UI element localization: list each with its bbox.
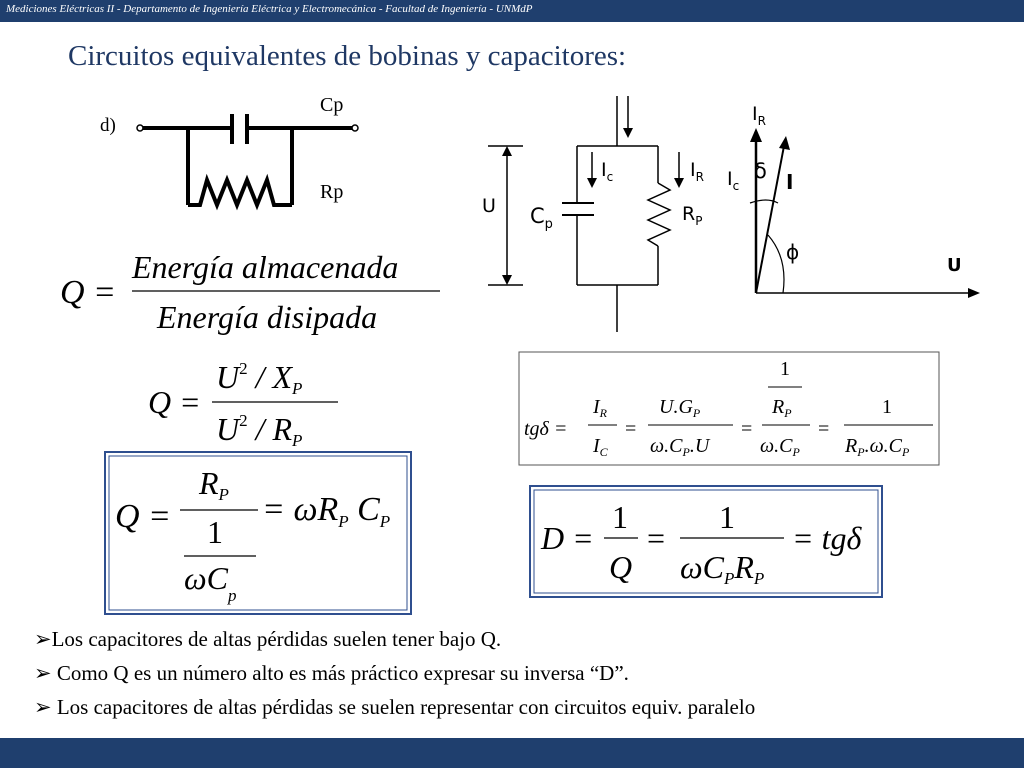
cp-main-label: C bbox=[530, 204, 545, 228]
tg-f2-num-sub: P bbox=[692, 406, 701, 420]
d-f2-den: ωC bbox=[680, 549, 724, 585]
ic-main-label: I bbox=[601, 159, 607, 181]
d-f2-num: 1 bbox=[719, 499, 735, 535]
header-text: Mediciones Eléctricas II - Departamento de Ingeniería Eléctrica y Electromecánica - Facultad de Ingeniería - UNMdP bbox=[6, 3, 533, 15]
ic-phasor-label: I bbox=[727, 168, 733, 190]
tg-f2-num: U.G bbox=[659, 396, 693, 418]
tg-f3-den: ω.C bbox=[760, 435, 793, 457]
d-rhs: = tgδ bbox=[792, 520, 862, 556]
tg-f3-top: 1 bbox=[780, 358, 790, 380]
eq-q-energy-den: Energía disipada bbox=[157, 299, 378, 335]
tg-f1-num-sub: R bbox=[599, 406, 608, 420]
tg-f2-den-sub: P bbox=[682, 445, 690, 459]
delta-label: δ bbox=[754, 159, 767, 183]
ratio-den-rest: / R bbox=[247, 411, 293, 447]
tg-lhs: tgδ = bbox=[524, 418, 568, 440]
tg-eq1: = bbox=[625, 418, 637, 440]
d-f2-den-sub2: P bbox=[753, 569, 765, 588]
boxed-rhs-c: C bbox=[348, 491, 380, 528]
eq-q-energy-num: Energía almacenada bbox=[132, 249, 399, 285]
boxed-den-bot: ωC bbox=[184, 560, 228, 596]
boxed-den-bot-sub: p bbox=[227, 586, 237, 605]
circuit-d-label: d) bbox=[100, 115, 116, 136]
u-phasor-label: U bbox=[947, 255, 962, 276]
tg-f1-den-sub: C bbox=[599, 445, 608, 459]
tg-f3-den-sub: P bbox=[792, 445, 800, 459]
boxed-q-lhs: Q = bbox=[115, 498, 171, 535]
tg-f3-num-sub: P bbox=[784, 406, 792, 420]
tg-f4-den-sub2: P bbox=[902, 445, 910, 459]
rp-main-sub: P bbox=[695, 214, 703, 228]
bullet-3: ➢ Los capacitores de altas pérdidas se suelen representar con circuitos equiv. paralelo bbox=[34, 695, 756, 719]
eq-q-energy-lhs: Q = bbox=[60, 274, 116, 311]
tg-f2-den-tail: .U bbox=[689, 435, 710, 457]
svg-text:ωCPRP bbox=[680, 549, 764, 588]
bullet-2: ➢ Como Q es un número alto es más práctico expresar su inversa “D”. bbox=[34, 661, 629, 685]
eq-q-ratio-lhs: Q = bbox=[148, 384, 201, 420]
boxed-rhs-sub1: P bbox=[338, 512, 349, 531]
tg-f1-num: I bbox=[593, 396, 600, 418]
ir-main-label: I bbox=[690, 159, 696, 181]
d-f1-num: 1 bbox=[612, 499, 628, 535]
ratio-num-u: U bbox=[216, 359, 240, 395]
i-phasor-label: I bbox=[786, 170, 794, 194]
voltage-label: U bbox=[482, 195, 496, 217]
ratio-den-sub: P bbox=[292, 431, 303, 450]
boxed-den-top: 1 bbox=[207, 514, 223, 550]
boxed-rhs-sub2: P bbox=[379, 512, 391, 531]
tg-f2-den: ω.C bbox=[650, 435, 683, 457]
tg-f1-den: I bbox=[593, 435, 600, 457]
bullet-1: ➢Los capacitores de altas pérdidas suelen tener bajo Q. bbox=[34, 627, 502, 651]
tg-f4-den-mid: .ω.C bbox=[864, 435, 903, 457]
boxed-rhs: = ωR bbox=[262, 491, 339, 528]
d-f2-den-sub: P bbox=[723, 569, 735, 588]
d-eq: = bbox=[647, 520, 666, 556]
ratio-den-exp: 2 bbox=[239, 411, 248, 430]
ratio-num-sub: P bbox=[292, 379, 303, 398]
ratio-num-rest: / X bbox=[247, 359, 293, 395]
slide-title: Circuitos equivalentes de bobinas y capacitores: bbox=[68, 40, 627, 72]
rp-main-label: R bbox=[682, 203, 696, 225]
ic-main-sub: c bbox=[606, 170, 614, 184]
tg-eq3: = bbox=[818, 418, 830, 440]
d-f2-den-r: R bbox=[734, 549, 754, 585]
phi-label: ϕ bbox=[786, 240, 800, 264]
tg-f4-num: 1 bbox=[882, 396, 892, 418]
tg-eq2: = bbox=[741, 418, 753, 440]
ir-phasor-sub: R bbox=[757, 114, 766, 128]
ir-phasor-label: I bbox=[752, 103, 758, 125]
d-f1-den: Q bbox=[609, 549, 633, 585]
tg-f4-den-sub: P bbox=[857, 445, 865, 459]
cp-main-sub: p bbox=[544, 217, 553, 232]
d-lhs: D = bbox=[541, 520, 594, 556]
rp-label: Rp bbox=[320, 181, 344, 203]
boxed-num-sub: P bbox=[218, 485, 229, 504]
tg-f4-den: R bbox=[845, 435, 858, 457]
ratio-den-u: U bbox=[216, 411, 240, 447]
ir-main-sub: R bbox=[695, 170, 704, 184]
ic-phasor-sub: c bbox=[732, 179, 740, 193]
cp-label: Cp bbox=[320, 94, 344, 116]
boxed-num: R bbox=[199, 465, 219, 501]
tg-f3-num: R bbox=[772, 396, 785, 418]
ratio-num-exp: 2 bbox=[239, 359, 248, 378]
footer-bar bbox=[0, 738, 1024, 768]
